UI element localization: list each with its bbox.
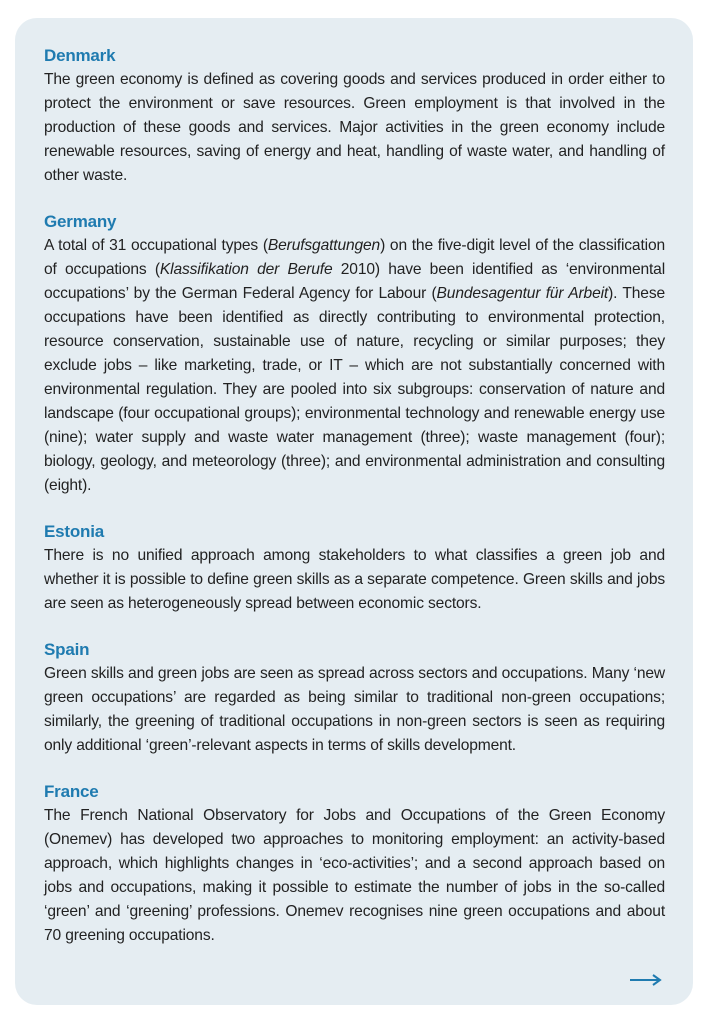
text-segment: 2010) have been identified as ‘environmental occupations’ by the German Federal Agency for Labour ( bbox=[44, 261, 666, 302]
section-heading: Denmark bbox=[44, 46, 116, 65]
text-segment: Green skills and green jobs are seen as spread across sectors and occupations. Many ‘new green occupations’ are regarded as being similar to traditional non-green occupations; similarly, the greening of traditional occupations in non-green sectors is seen as requiring only additional ‘green’-relevant aspects in terms of skills development. bbox=[44, 665, 665, 754]
section-paragraph bbox=[44, 662, 665, 758]
section-heading: Spain bbox=[44, 640, 90, 659]
section-heading: Germany bbox=[44, 212, 117, 231]
section-body bbox=[44, 662, 665, 758]
arrow-right-icon[interactable] bbox=[629, 973, 663, 987]
section-heading: Estonia bbox=[44, 522, 105, 541]
country-definitions-panel bbox=[15, 18, 693, 1005]
section-spain bbox=[44, 638, 665, 758]
section-paragraph bbox=[44, 804, 665, 948]
text-segment: The French National Observatory for Jobs and Occupations of the Green Economy (Onemev) has developed two approaches to monitoring employment: an activity-based approach, which highlights changes in ‘eco-activities’; and a second approach based on jobs and occupations, making it possible to estimate the number of jobs in the so-called ‘green’ and ‘greening’ professions. Onemev recognises nine green occupations and about 70 greening occupations. bbox=[44, 807, 665, 944]
text-segment: ) on the five-digit level of the classification of occupations ( bbox=[44, 237, 665, 278]
italic-term: Berufsgattungen bbox=[267, 237, 381, 254]
text-segment: ). These occupations have been identified as directly contributing to environmental protection, resource conservation, sustainable use of nature, recycling or similar purposes; they exclude jobs – like marketing, trade, or IT – which are not substantially concerned with environmental regulation. They are pooled into six subgroups: conservation of nature and landscape (four occupational groups); environmental technology and renewable energy use (nine); water supply and waste water management (three); waste management (four); biology, geology, and meteorology (three); and environmental administration and consulting (eight). bbox=[44, 285, 666, 494]
text-segment: A total of 31 occupational types ( bbox=[44, 237, 268, 254]
italic-term: Bundesagentur für Arbeit bbox=[436, 285, 609, 302]
section-paragraph bbox=[44, 234, 665, 498]
section-paragraph bbox=[44, 68, 665, 188]
section-germany bbox=[44, 210, 665, 498]
section-france bbox=[44, 780, 665, 948]
section-estonia bbox=[44, 520, 665, 616]
section-denmark bbox=[44, 44, 665, 188]
section-body bbox=[44, 68, 665, 188]
italic-term: Klassifikation der Berufe bbox=[159, 261, 333, 278]
section-paragraph bbox=[44, 544, 665, 616]
sections-container bbox=[44, 44, 665, 948]
section-body bbox=[44, 804, 665, 948]
section-body bbox=[44, 544, 665, 616]
section-heading: France bbox=[44, 782, 99, 801]
text-segment: The green economy is defined as covering goods and services produced in order either to protect the environment or save resources. Green employment is that involved in the production of these goods and services. Major activities in the green economy include renewable resources, saving of energy and heat, handling of waste water, and handling of other waste. bbox=[44, 71, 665, 184]
section-body bbox=[44, 234, 665, 498]
text-segment: There is no unified approach among stakeholders to what classifies a green job and whether it is possible to define green skills as a separate competence. Green skills and jobs are seen as heterogeneously spread between economic sectors. bbox=[44, 547, 665, 612]
